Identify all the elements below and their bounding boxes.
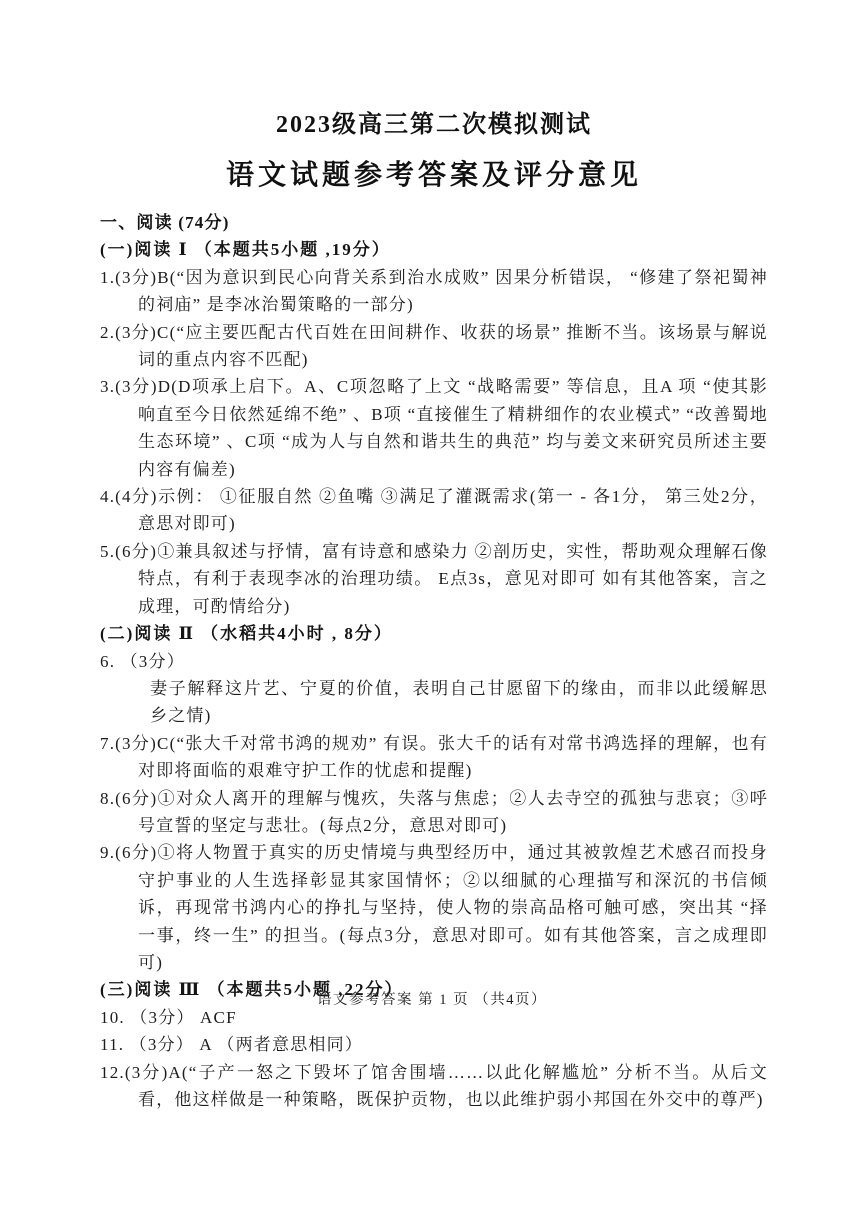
document-content [100,104,768,1113]
doc-title-line1: 2023级高三第二次模拟测试 [276,112,592,138]
subsection-reading-2: (二)阅读 Ⅱ （水稻共4小时 , 8分） [100,624,393,644]
question-5-answer: 5.(6分)①兼具叙述与抒情，富有诗意和感染力 ②剖历史，实性，帮助观众理解石像特点，有利于表现李冰的治理功绩。 E点3s，意见对即可 如有其他答案，言之成理，可酌情给分) [100,541,768,616]
doc-title-line2: 语文试题参考答案及评分意见 [225,160,642,191]
question-9-answer: 9.(6分)①将人物置于真实的历史情境与典型经历中，通过其被敦煌艺术感召而投身守护事业的人生选择彰显其家国情怀；②以细腻的心理描写和深沉的书信倾诉，再现常书鸿内心的挣扎与坚持，使人物的崇高品格可触可感，突出其 “择一事，终一生” 的担当。(每点3分，意思对即可。如有其他答案，言之成理即可) [100,843,768,972]
question-2-answer: 2.(3分)C(“应主要匹配古代百姓在田间耕作、收获的场景” 推断不当。该场景与解说词的重点内容不匹配) [100,322,768,370]
question-1-answer: 1.(3分)B(“因为意识到民心向背关系到治水成败” 因果分析错误， “修建了祭祀蜀神的祠庙” 是李冰治蜀策略的一部分) [100,267,768,315]
section-heading-reading: 一、阅读 (74分) [100,213,230,232]
question-11-answer: 11. （3分） A （两者意思相同） [100,1035,364,1055]
question-6-answer: 6. （3分） [100,651,185,671]
question-12-answer: 12.(3分)A(“子产一怒之下毁坏了馆舍围墙……以此化解尴尬” 分析不当。从后文看，他这样做是一种策略，既保护贡物，也以此维护弱小邦国在外交中的尊严) [100,1062,768,1109]
question-3-answer: 3.(3分)D(D项承上启下。A、C项忽略了上文 “战略需要” 等信息，且A 项 “使其影响直至今日依然延绵不绝” 、B项 “直接催生了精耕细作的农业模式” “改善蜀地生态环境” 、C项 “成为人与自然和谐共生的典范” 均与姜文来研究员所述主要内容有偏差) [100,377,768,479]
page-footer: 语文参考答案 第 1 页 （共4页） [317,992,547,1008]
question-8-answer: 8.(6分)①对众人离开的理解与愧疚，失落与焦虑；②人去寺空的孤独与悲哀；③呼号宣誓的坚定与悲壮。(每点2分，意思对即可) [100,788,768,835]
question-7-answer: 7.(3分)C(“张大千对常书鸿的规劝” 有误。张大千的话有对常书鸿选择的理解，也有对即将面临的艰难守护工作的忧虑和提醒) [100,733,768,781]
question-4-answer: 4.(4分)示例： ①征服自然 ②鱼嘴 ③满足了灌溉需求(第一 - 各1分， 第三处2分，意思对即可) [100,487,768,534]
subsection-reading-3: (三)阅读 Ⅲ （本题共5小题 ,22分） [100,980,404,1000]
question-6-answer-detail: 妻子解释这片艺、宁夏的价值，表明自己甘愿留下的缘由，而非以此缓解思乡之情) [150,678,768,726]
subsection-reading-1: (一)阅读 Ⅰ （本题共5小题 ,19分） [100,240,391,260]
answer-key-body [100,209,768,1113]
question-10-answer: 10. （3分） ACF [100,1007,237,1027]
